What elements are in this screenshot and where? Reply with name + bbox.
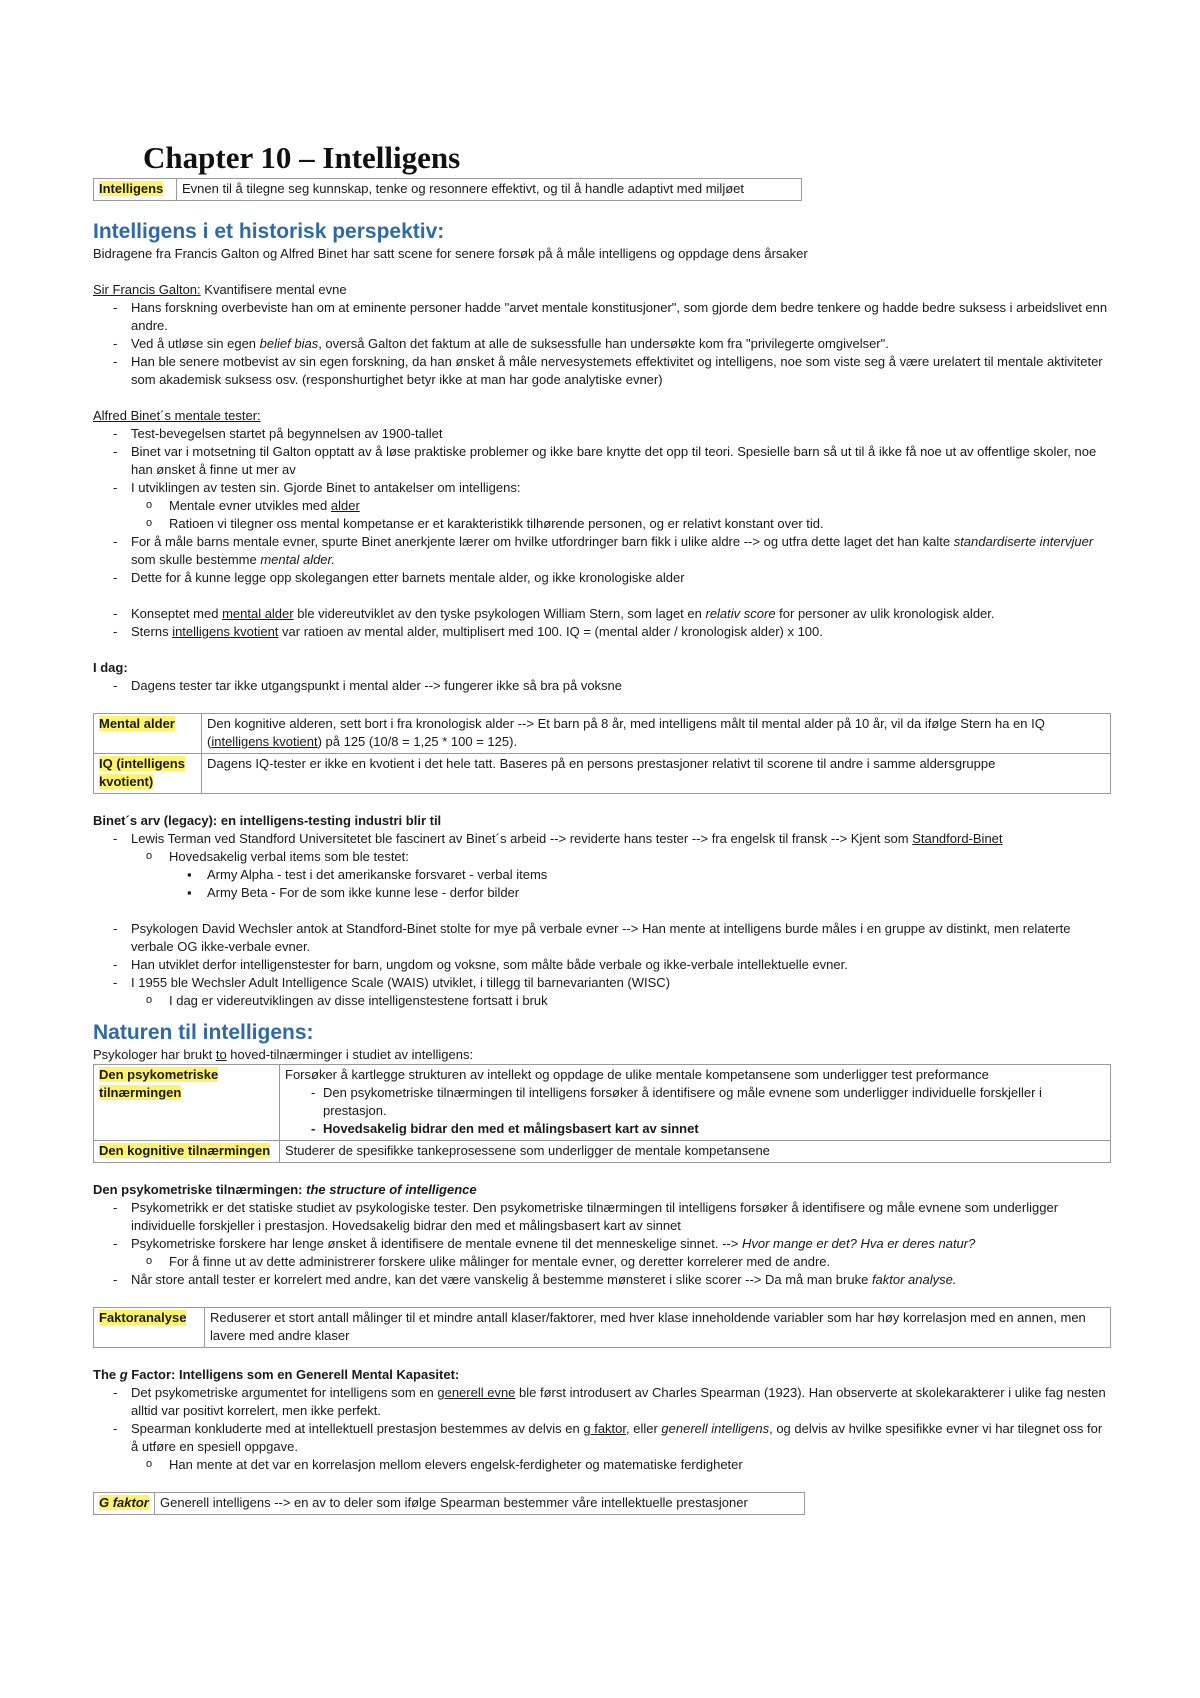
- idag-list: [93, 677, 1113, 695]
- legacy-sublist: [93, 848, 1113, 866]
- list-item: - For å måle barns mentale evner, spurte Binet anerkjente lærer om hvilke utfordringer barn fikk i ulike aldre --> og utfra dette laget det han kalte standardiserte intervjuer som skulle bestemme mental alder.: [93, 533, 1113, 569]
- psykometrisk-list-2: [93, 1271, 1113, 1289]
- list-item: - Konseptet med mental alder ble videreutviklet av den tyske psykologen William Stern, som laget en relativ score for personer av ulik kronologisk alder.: [93, 605, 1113, 623]
- psykometrisk-sublist: [93, 1253, 1113, 1271]
- list-item: - Dette for å kunne legge opp skolegangen etter barnets mentale alder, og ikke kronologiske alder: [93, 569, 1113, 587]
- definition-row: [94, 754, 1111, 794]
- definition-table-intelligens: [93, 178, 802, 201]
- wechsler-list: [93, 920, 1113, 992]
- list-item: o Ratioen vi tilegner oss mental kompetanse er et karakteristikk tilhørende personen, og er relativt konstant over tid.: [93, 515, 1113, 533]
- list-item: - Psykometriske forskere har lenge ønsket å identifisere de mentale evnene til det menneskelige sinnet. --> Hvor mange er det? Hva er deres natur?: [93, 1235, 1113, 1253]
- list-item: - Sterns intelligens kvotient var ratioen av mental alder, multiplisert med 100. IQ = (mental alder / kronologisk alder) x 100.: [93, 623, 1113, 641]
- definition-row: [94, 1141, 1111, 1163]
- binet-list: [93, 425, 1113, 497]
- list-item: - Psykometrikk er det statiske studiet av psykologiske tester. Den psykometriske tilnærmingen til intelligens forsøker å identifisere og måle evnene som underligger individuelle forskjeller i prestasjon. Hovedsakelig bidrar den med et målingsbasert kart av sinnet: [93, 1199, 1113, 1235]
- definition-term: Mental alder: [94, 714, 202, 754]
- section-intro: Bidragene fra Francis Galton og Alfred Binet har satt scene for senere forsøk på å måle intelligens og oppdage dens årsaker: [93, 246, 808, 261]
- stern-list: [93, 605, 1113, 641]
- section-intro: Psykologer har brukt to hoved-tilnærminger i studiet av intelligens:: [93, 1047, 474, 1062]
- list-item: - Dagens tester tar ikke utgangspunkt i mental alder --> fungerer ikke så bra på voksne: [93, 677, 1113, 695]
- list-item: - Ved å utløse sin egen belief bias, overså Galton det faktum at alle de suksessfulle han undersøkte kom fra "privilegerte omgivelser".: [93, 335, 1113, 353]
- psykometrisk-heading: Den psykometriske tilnærmingen: the structure of intelligence: [93, 1182, 477, 1197]
- list-item: - Den psykometriske tilnærmingen til intelligens forsøker å identifisere og måle evnene som underligger individuelle forskjeller i prestasjon.: [285, 1084, 1105, 1120]
- wechsler-sublist: [93, 992, 1113, 1010]
- list-item: - Psykologen David Wechsler antok at Standford-Binet stolte for mye på verbale evner --> Han mente at intelligens burde måles i en gruppe av distinkt, men relaterte verbale OG ikke-verbale evner.: [93, 920, 1113, 956]
- idag-heading: I dag:: [93, 660, 128, 675]
- definition-table-tilnaerminger: [93, 1064, 1111, 1163]
- definition-text: Evnen til å tilegne seg kunnskap, tenke og resonnere effektivt, og til å handle adaptivt med miljøet: [177, 179, 802, 201]
- definition-text: Forsøker å kartlegge strukturen av intellekt og oppdage de ulike mentale kompetansene som underligger test preformance - Den psykometriske tilnærmingen til intelligens forsøker å identifisere og måle evnene som underligger individuelle forskjeller i prestasjon. - Hovedsakelig bidrar den med et målingsbasert kart av sinnet: [280, 1065, 1111, 1141]
- document-content: [93, 140, 1113, 1515]
- gfactor-list: [93, 1384, 1113, 1456]
- definition-term: IQ (intelligens kvotient): [94, 754, 202, 794]
- section-heading-naturen: Naturen til intelligens:: [93, 1021, 314, 1044]
- definition-row: [94, 179, 802, 201]
- binet-list-2: [93, 533, 1113, 587]
- list-item: ▪ Army Beta - For de som ikke kunne lese - derfor bilder: [93, 884, 1113, 902]
- definition-row: [94, 1493, 805, 1515]
- galton-heading: Sir Francis Galton: Kvantifisere mental evne: [93, 282, 347, 297]
- definition-row: [94, 1308, 1111, 1348]
- list-item: o For å finne ut av dette administrerer forskere ulike målinger for mentale evner, og deretter korrelerer med de andre.: [93, 1253, 1113, 1271]
- list-item: - Spearman konkluderte med at intellektuell prestasjon bestemmes av delvis en g faktor, eller generell intelligens, og delvis av hvilke spesifikke evner vi har tilegnet oss for å utføre en spesiell oppgave.: [93, 1420, 1113, 1456]
- list-item: o I dag er videreutviklingen av disse intelligenstestene fortsatt i bruk: [93, 992, 1113, 1010]
- list-item: - Han utviklet derfor intelligenstester for barn, ungdom og voksne, som målte både verbale og ikke-verbale intellektuelle evner.: [93, 956, 1113, 974]
- definition-row: [94, 1065, 1111, 1141]
- definition-term: Intelligens: [94, 179, 177, 201]
- definition-text: Den kognitive alderen, sett bort i fra kronologisk alder --> Et barn på 8 år, med intelligens målt til mental alder på 10 år, vil da ifølge Stern ha en IQ (intelligens kvotient) på 125 (10/8 = 1,25 * 100 = 125).: [202, 714, 1111, 754]
- definition-table-mental-alder: [93, 713, 1111, 794]
- list-item: - Hans forskning overbeviste han om at eminente personer hadde "arvet mentale konstitusjoner", som gjorde dem bedre tenkere og hadde bedre suksess i arbeidslivet enn andre.: [93, 299, 1113, 335]
- legacy-heading: Binet´s arv (legacy): en intelligens-testing industri blir til: [93, 813, 442, 828]
- section-heading-historisk: Intelligens i et historisk perspektiv:: [93, 220, 445, 243]
- definition-term: Faktoranalyse: [94, 1308, 205, 1348]
- list-item: o Mentale evner utvikles med alder: [93, 497, 1113, 515]
- definition-text: Reduserer et stort antall målinger til et mindre antall klaser/faktorer, med hver klase inneholdende variabler som har høy korrelasjon med en annen, men lavere med andre klaser: [205, 1308, 1111, 1348]
- gfactor-heading: The g Factor: Intelligens som en Generell Mental Kapasitet:: [93, 1367, 460, 1382]
- legacy-subsublist: [93, 866, 1113, 902]
- definition-text: Dagens IQ-tester er ikke en kvotient i det hele tatt. Baseres på en persons prestasjoner relativt til scorene til andre i samme aldersgruppe: [202, 754, 1111, 794]
- definition-text: Generell intelligens --> en av to deler som ifølge Spearman bestemmer våre intellektuelle prestasjoner: [155, 1493, 805, 1515]
- definition-term: Den kognitive tilnærmingen: [94, 1141, 280, 1163]
- list-item: - Det psykometriske argumentet for intelligens som en generell evne ble først introdusert av Charles Spearman (1923). Han observerte at skolekarakterer i ulike fag nesten alltid var positivt korrelert, men ikke perfekt.: [93, 1384, 1113, 1420]
- list-item: - Binet var i motsetning til Galton opptatt av å løse praktiske problemer og ikke bare knytte det opp til teori. Spesielle barn så ut til å ikke få noe ut av offentlige skoler, noe han ønsket å finne ut mer av: [93, 443, 1113, 479]
- definition-table-faktoranalyse: [93, 1307, 1111, 1348]
- definition-term: G faktor: [94, 1493, 155, 1515]
- definition-term: Den psykometriske tilnærmingen: [94, 1065, 280, 1141]
- list-item: - Test-bevegelsen startet på begynnelsen av 1900-tallet: [93, 425, 1113, 443]
- list-item: - Han ble senere motbevist av sin egen forskning, da han ønsket å måle nervesystemets effektivitet og intelligens, noe som viste seg å være urelatert til mentale aktiviteter som akademisk suksess osv. (responshurtighet betyr ikke at man har gode analytiske evner): [93, 353, 1113, 389]
- psykometrisk-list: [93, 1199, 1113, 1253]
- list-item: ▪ Army Alpha - test i det amerikanske forsvaret - verbal items: [93, 866, 1113, 884]
- list-item: o Han mente at det var en korrelasjon mellom elevers engelsk-ferdigheter og matematiske ferdigheter: [93, 1456, 1113, 1474]
- legacy-list: [93, 830, 1113, 848]
- chapter-title: Chapter 10 – Intelligens: [143, 140, 461, 175]
- gfactor-sublist: [93, 1456, 1113, 1474]
- galton-list: [93, 299, 1113, 389]
- binet-sublist: [93, 497, 1113, 533]
- list-item: - I 1955 ble Wechsler Adult Intelligence Scale (WAIS) utviklet, i tillegg til barnevarianten (WISC): [93, 974, 1113, 992]
- definition-text: Studerer de spesifikke tankeprosessene som underligger de mentale kompetansene: [280, 1141, 1111, 1163]
- list-item: - Når store antall tester er korrelert med andre, kan det være vanskelig å bestemme mønsteret i slike scorer --> Da må man bruke faktor analyse.: [93, 1271, 1113, 1289]
- list-item: o Hovedsakelig verbal items som ble testet:: [93, 848, 1113, 866]
- list-item: - I utviklingen av testen sin. Gjorde Binet to antakelser om intelligens:: [93, 479, 1113, 497]
- list-item: - Hovedsakelig bidrar den med et målingsbasert kart av sinnet: [285, 1120, 1105, 1138]
- binet-heading: Alfred Binet´s mentale tester:: [93, 408, 261, 423]
- list-item: - Lewis Terman ved Standford Universitetet ble fascinert av Binet´s arbeid --> reviderte hans tester --> fra engelsk til fransk --> Kjent som Standford-Binet: [93, 830, 1113, 848]
- definition-row: [94, 714, 1111, 754]
- definition-table-g-faktor: [93, 1492, 805, 1515]
